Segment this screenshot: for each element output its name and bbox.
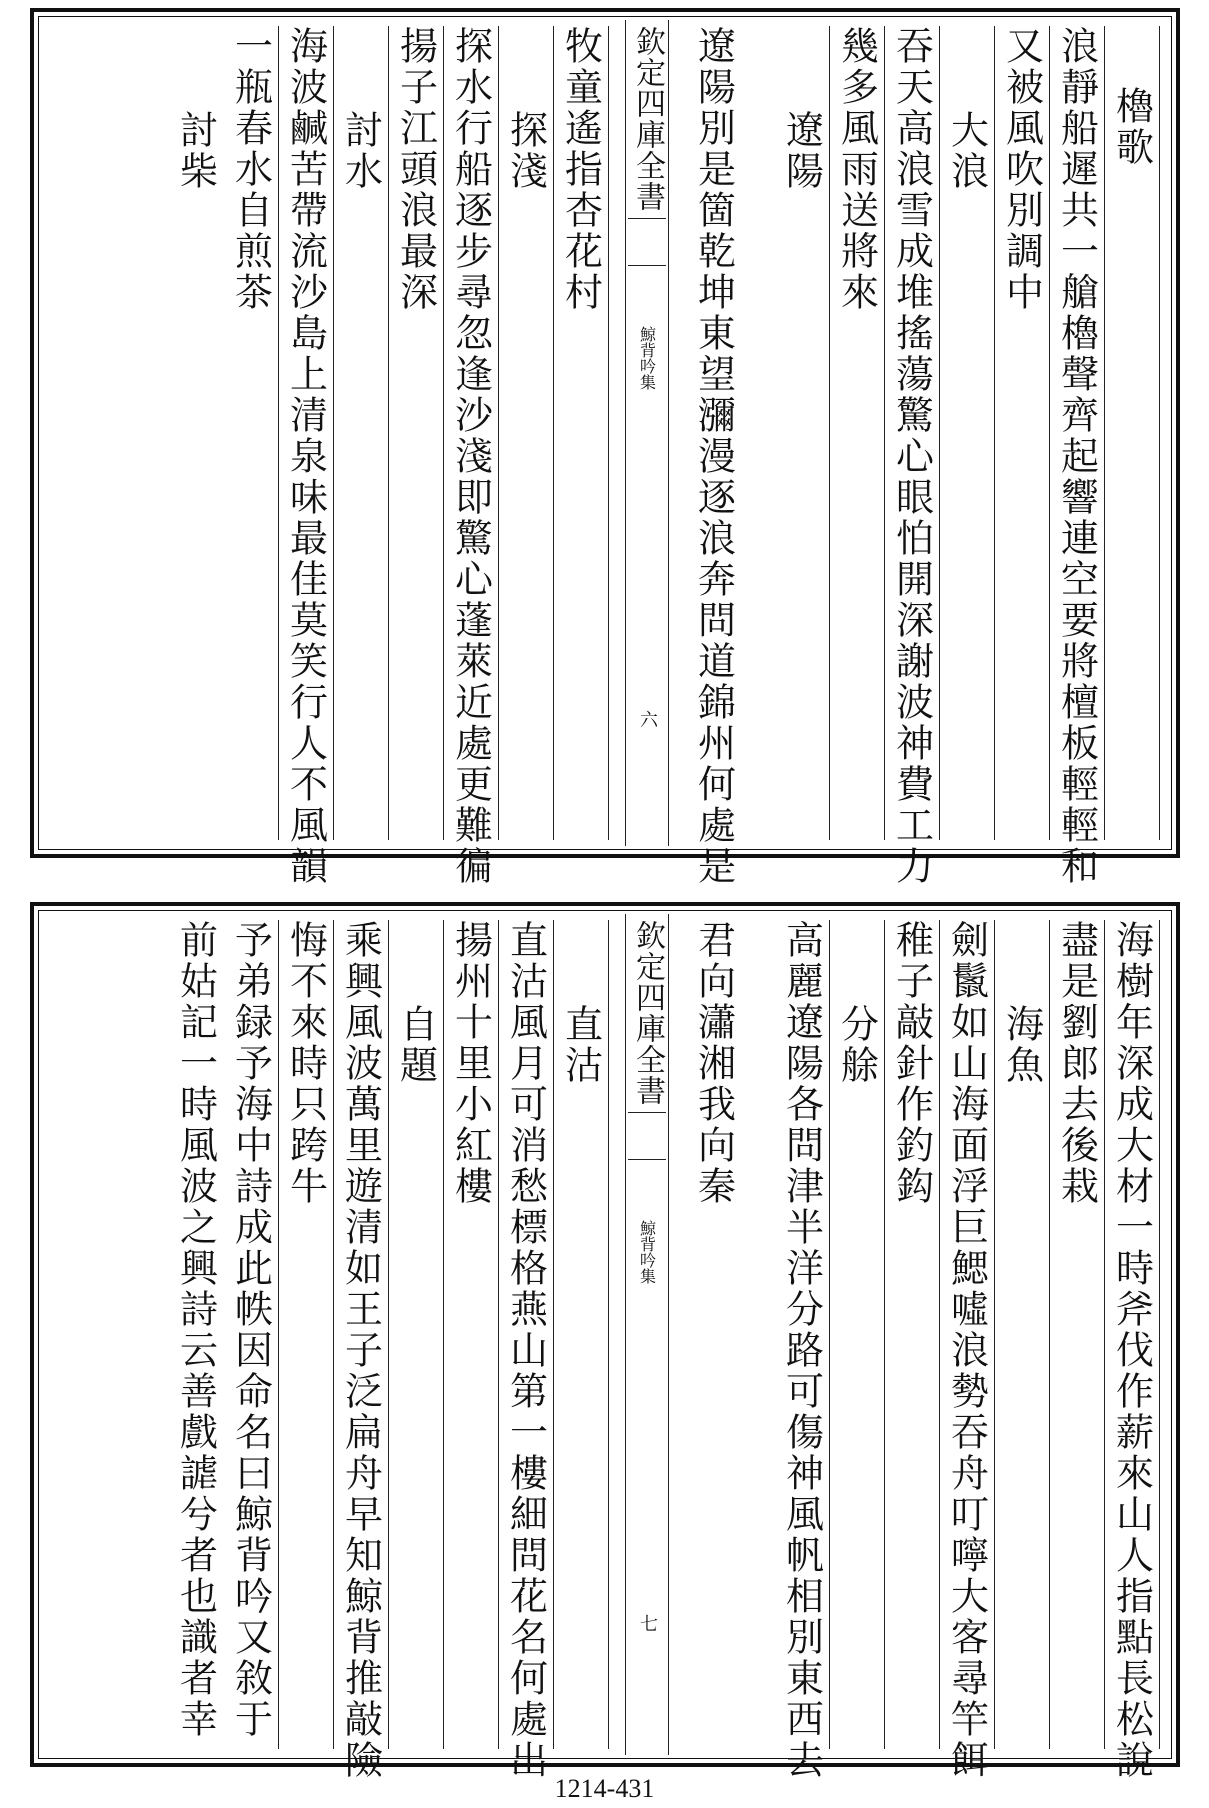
text-column: 海波鹹苦帶流沙島上清泉味最佳莫笑行人不風韻 [278, 26, 334, 840]
text-column: 討柴 [173, 110, 218, 192]
text-column: 浪靜船遲共一艙櫓聲齊起響連空要將檀板輕輕和 [1049, 26, 1105, 840]
text-column: 自題 [388, 920, 444, 1749]
text-column: 高麗遼陽各問津半洋分路可傷神風帆相別東西去 [774, 920, 830, 1749]
text-column: 盡是劉郎去後栽 [1049, 920, 1105, 1749]
page-reference: 1214-431 [554, 1774, 655, 1803]
text-column: 悔不來時只跨牛 [278, 920, 334, 1749]
collection-title: 鯨背吟集 [637, 326, 657, 390]
lower-page [30, 902, 1180, 1781]
text-column: 討水 [333, 26, 389, 840]
text-column: 牧童遙指杏花村 [553, 26, 609, 840]
book-title: 欽定四庫全書 [630, 920, 665, 1106]
fish-tail-ornament [628, 1112, 666, 1160]
text-column: 海樹年深成大材一時斧伐作薪來山人指點長松說 [1104, 920, 1160, 1749]
text-column: 揚州十里小紅樓 [443, 920, 499, 1749]
text-column: 乘興風波萬里遊清如王子泛扁舟早知鯨背推敲險 [333, 920, 389, 1749]
text-column: 前姑記一時風波之興詩云善戲謔兮者也識者幸 [173, 920, 218, 1740]
text-column: 予弟録予海中詩成此帙因命名曰鯨背吟又敘于 [223, 920, 279, 1749]
text-column: 大浪 [939, 26, 995, 840]
text-column: 直沽風月可消愁標格燕山第一樓細問花名何處出 [498, 920, 554, 1749]
text-column: 直沽 [553, 920, 609, 1749]
center-spine [625, 20, 669, 846]
text-column: 海魚 [994, 920, 1050, 1749]
text-column: 揚子江頭浪最深 [388, 26, 444, 840]
text-column: 探淺 [498, 26, 554, 840]
text-column: 君向瀟湘我向秦 [691, 920, 736, 1207]
text-column: 遼陽別是箇乾坤東望瀰漫逐浪奔問道錦州何處是 [691, 26, 736, 887]
center-spine [625, 914, 669, 1755]
collection-title: 鯨背吟集 [637, 1220, 657, 1284]
book-title: 欽定四庫全書 [630, 26, 665, 212]
text-column: 一瓶春水自煎茶 [223, 26, 279, 840]
text-column: 劍鬛如山海面浮巨鰓噓浪勢吞舟叮嚀大客尋竿餌 [939, 920, 995, 1749]
upper-page [30, 8, 1180, 887]
text-column: 遼陽 [774, 26, 830, 840]
text-column: 又被風吹別調中 [994, 26, 1050, 840]
page-number: 七 [637, 1614, 658, 1632]
text-column: 探水行船逐步尋忽逢沙淺即驚心蓬萊近處更難徧 [443, 26, 499, 840]
text-column: 幾多風雨送將來 [829, 26, 885, 840]
page-number: 六 [637, 710, 658, 728]
text-column: 櫓歌 [1104, 26, 1160, 840]
fish-tail-ornament [628, 218, 666, 266]
text-column: 吞天高浪雪成堆搖蕩驚心眼怕開深謝波神費工力 [884, 26, 940, 840]
text-column: 稚子敲針作釣鈎 [884, 920, 940, 1749]
text-column: 分艅 [829, 920, 885, 1749]
